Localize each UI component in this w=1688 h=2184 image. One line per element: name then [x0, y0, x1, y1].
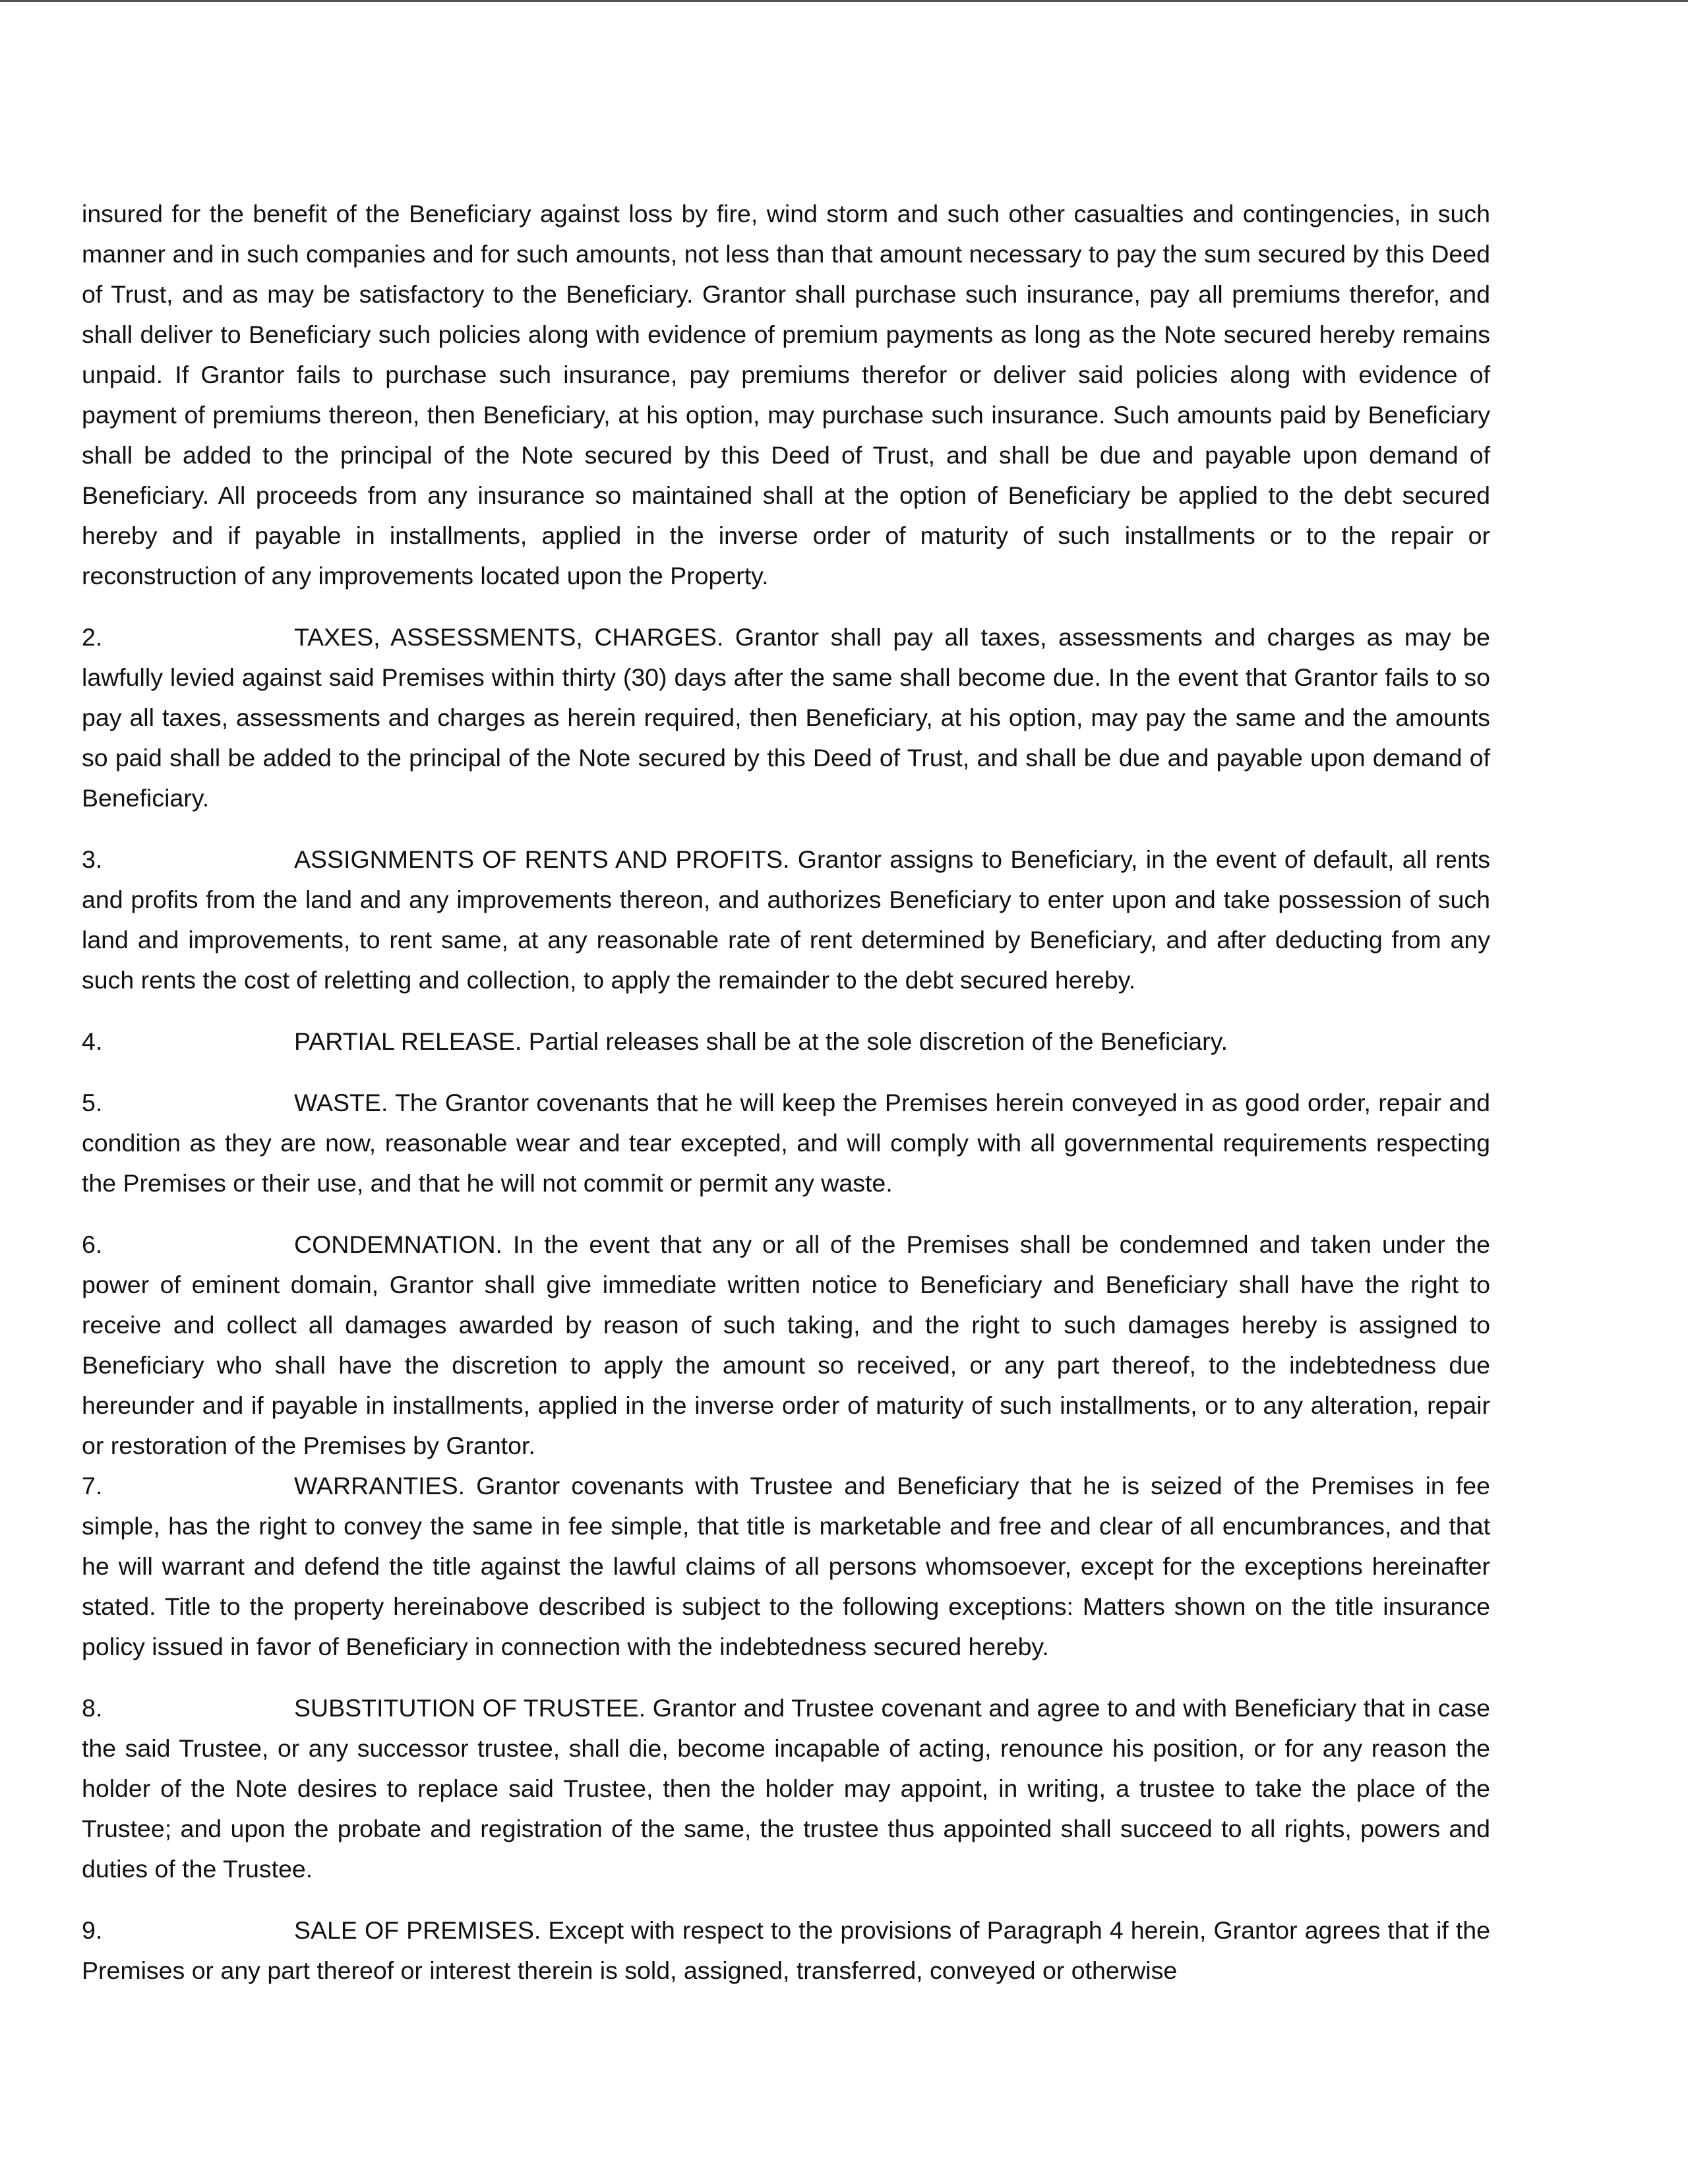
section-heading: SALE OF PREMISES. — [294, 1916, 541, 1944]
document-page — [82, 194, 1490, 2012]
section-number: 4. — [82, 1027, 103, 1055]
section-2 — [82, 617, 1490, 818]
section-text: Grantor covenants with Trustee and Beneficiary that he is seized of the Premises in fee simple, has the right to convey the same in fee simple, that title is marketable and free and clear of all encumbrances, and that he will warrant and defend the title against the lawful claims of all persons whomsoever, except for the exceptions hereinafter stated. Title to the property hereinabove described is subject to the following exceptions: Matters shown on the title insurance policy issued in favor of Beneficiary in connection with the indebtedness secured hereby. — [82, 1472, 1490, 1660]
section-text: Grantor and Trustee covenant and agree to and with Beneficiary that in case the said Trustee, or any successor trustee, shall die, become incapable of acting, renounce his position, or for any reason the holder of the Note desires to replace said Trustee, then the holder may appoint, in writing, a trustee to take the place of the Trustee; and upon the probate and registration of the same, the trustee thus appointed shall succeed to all rights, powers and duties of the Trustee. — [82, 1694, 1490, 1883]
section-8 — [82, 1688, 1490, 1889]
section-number: 7. — [82, 1472, 103, 1500]
section-text: Grantor assigns to Beneficiary, in the event of default, all rents and profits from the land and any improvements thereon, and authorizes Beneficiary to enter upon and take possession of such land and improvements, to rent same, at any reasonable rate of rent determined by Beneficiary, and after deducting from any such rents the cost of reletting and collection, to apply the remainder to the debt secured hereby. — [82, 845, 1490, 994]
section-9 — [82, 1910, 1490, 1991]
section-number: 2. — [82, 623, 103, 651]
section-heading: SUBSTITUTION OF TRUSTEE. — [294, 1694, 646, 1722]
section-heading: ASSIGNMENTS OF RENTS AND PROFITS. — [294, 845, 790, 873]
section-4 — [82, 1021, 1490, 1062]
section-number: 9. — [82, 1916, 103, 1944]
section-text: In the event that any or all of the Premises shall be condemned and taken under the power of eminent domain, Grantor shall give immediate written notice to Beneficiary and Beneficiary shall have the right to receive and collect all damages awarded by reason of such taking, and the right to such damages hereby is assigned to Beneficiary who shall have the discretion to apply the amount so received, or any part thereof, to the indebtedness due hereunder and if payable in installments, applied in the inverse order of maturity of such installments, or to any alteration, repair or restoration of the Premises by Grantor. — [82, 1230, 1490, 1459]
section-heading: TAXES, ASSESSMENTS, CHARGES. — [294, 623, 724, 651]
section-6 — [82, 1225, 1490, 1466]
section-number: 3. — [82, 845, 103, 873]
scan-top-edge — [0, 0, 1688, 2]
section-heading: WASTE. — [294, 1089, 388, 1116]
section-heading: WARRANTIES. — [294, 1472, 466, 1500]
section-3 — [82, 839, 1490, 1000]
section-number: 6. — [82, 1230, 103, 1258]
section-heading: CONDEMNATION. — [294, 1230, 502, 1258]
section-text: Partial releases shall be at the sole discretion of the Beneficiary. — [522, 1027, 1228, 1055]
section-number: 5. — [82, 1089, 103, 1116]
intro-paragraph: insured for the benefit of the Beneficiary against loss by fire, wind storm and such other casualties and contingencies, in such manner and in such companies and for such amounts, not less than that amount necessary to pay the sum secured by this Deed of Trust, and as may be satisfactory to the Beneficiary. Grantor shall purchase such insurance, pay all premiums therefor, and shall deliver to Beneficiary such policies along with evidence of premium payments as long as the Note secured hereby remains unpaid. If Grantor fails to purchase such insurance, pay premiums therefor or deliver said policies along with evidence of payment of premiums thereon, then Beneficiary, at his option, may purchase such insurance. Such amounts paid by Beneficiary shall be added to the principal of the Note secured by this Deed of Trust, and shall be due and payable upon demand of Beneficiary. All proceeds from any insurance so maintained shall at the option of Beneficiary be applied to the debt secured hereby and if payable in installments, applied in the inverse order of maturity of such installments or to the repair or reconstruction of any improvements located upon the Property. — [82, 200, 1490, 590]
section-5 — [82, 1083, 1490, 1203]
section-number: 8. — [82, 1694, 103, 1722]
section-text: Except with respect to the provisions of Paragraph 4 herein, Grantor agrees that if the Premises or any part thereof or interest therein is sold, assigned, transferred, conveyed or otherwise — [82, 1916, 1490, 1984]
section-text: The Grantor covenants that he will keep the Premises herein conveyed in as good order, repair and condition as they are now, reasonable wear and tear excepted, and will comply with all governmental requirements respecting the Premises or their use, and that he will not commit or permit any waste. — [82, 1089, 1490, 1197]
section-7 — [82, 1466, 1490, 1667]
section-text: Grantor shall pay all taxes, assessments and charges as may be lawfully levied against said Premises within thirty (30) days after the same shall become due. In the event that Grantor fails to so pay all taxes, assessments and charges as herein required, then Beneficiary, at his option, may pay the same and the amounts so paid shall be added to the principal of the Note secured by this Deed of Trust, and shall be due and payable upon demand of Beneficiary. — [82, 623, 1490, 812]
section-heading: PARTIAL RELEASE. — [294, 1027, 522, 1055]
